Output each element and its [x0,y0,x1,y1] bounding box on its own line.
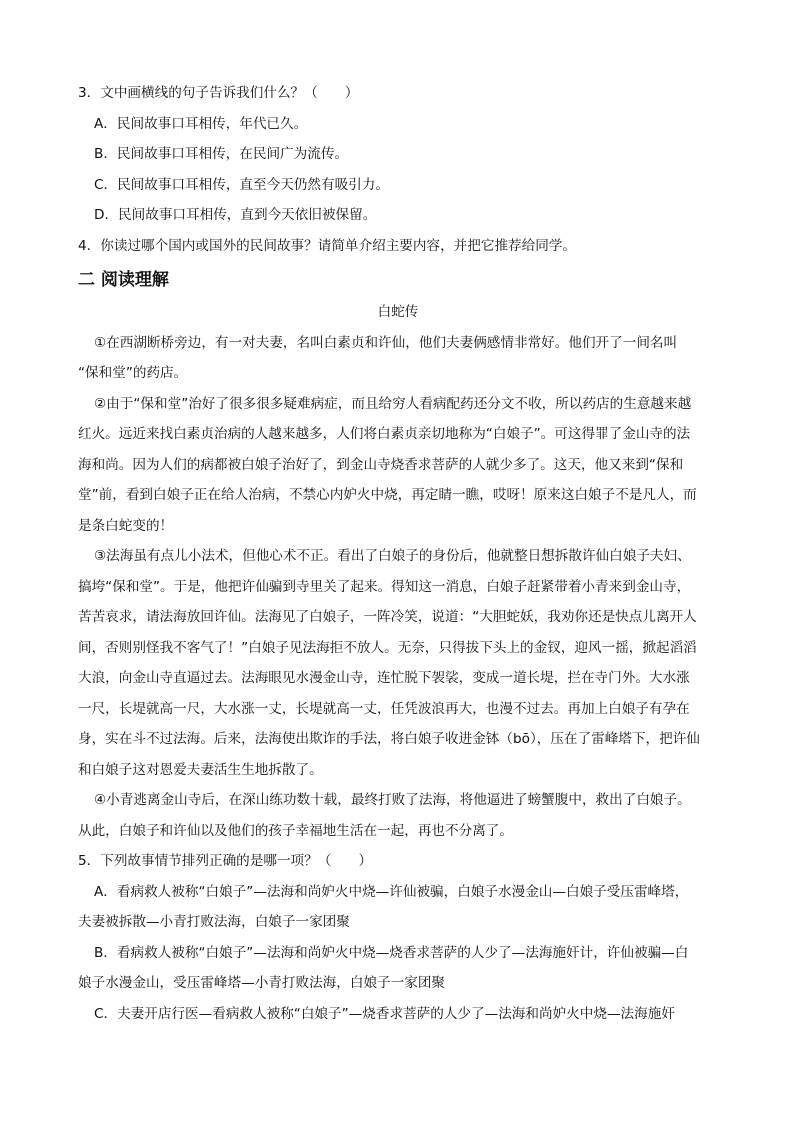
question-4-stem: 4．你读过哪个国内或国外的民间故事？请简单介绍主要内容，并把它推荐给同学。 [78,237,577,254]
paragraph-line: 搞垮“保和堂”。于是，他把许仙骗到寺里关了起来。得知这一消息，白娘子赶紧带着小青来到金山寺， [78,578,691,595]
paragraph-line: ①在西湖断桥旁边，有一对夫妻，名叫白素贞和许仙，他们夫妻俩感情非常好。他们开了一间名叫 [94,334,678,351]
question-5-option-b [78,938,718,999]
question-3-option-c: C．民间故事口耳相传，直至今天仍然有吸引力。 [94,176,389,193]
option-line: B．看病救人被称“白娘子”—法海和尚妒火中烧—烧香求菩萨的人少了—法海施奸计，许仙被骗—白 [94,944,689,961]
paragraph-line: ④小青逃离金山寺后，在深山练功数十载，最终打败了法海，将他逼进了螃蟹腹中，救出了白娘子。 [94,792,691,808]
option-line: 夫妻被拆散—小青打败法海，白娘子一家团聚 [78,914,350,930]
page-content [78,78,718,1029]
paragraph-line: 从此，白娘子和许仙以及他们的孩子幸福地生活在一起，再也不分离了。 [78,822,513,839]
option-line: C．夫妻开店行医—看病救人被称“白娘子”—烧香求菩萨的人少了—法海和尚妒火中烧—法海施奸 [94,1005,675,1022]
paragraph-line: 红火。远近来找白素贞治病的人越来越多，人们将白素贞亲切地称为“白娘子”。可这得罪了金山寺的法 [78,426,691,442]
question-5-stem: 5．下列故事情节排列正确的是哪一项？（ ） [78,853,373,869]
paragraph-line: 间，否则别怪我不客气了！”白娘子见法海拒不放人。无奈，只得拔下头上的金钗，迎风一摇，掀起滔滔 [78,639,697,656]
paragraph-line: 一尺，长堤就高一尺，大水涨一丈，长堤就高一丈，任凭波浪再大，也漫不过去。再加上白娘子有孕在 [78,700,690,717]
story-paragraph-4 [78,785,718,846]
option-line: A．看病救人被称“白娘子”—法海和尚妒火中烧—许仙被骗，白娘子水漫金山—白娘子受压雷峰塔， [94,883,689,900]
paragraph-line: 身，实在斗不过法海。后来，法海使出欺诈的手法，将白娘子收进金钵（bō），压在了雷峰塔下，把许仙 [78,731,700,747]
question-3-option-d: D．民间故事口耳相传，直到今天依旧被保留。 [94,207,377,223]
question-5-option-a [78,877,718,938]
paragraph-line: 海和尚。因为人们的病都被白娘子治好了，到金山寺烧香求菩萨的人就少多了。这天，他又来到“保和 [78,456,684,473]
paragraph-line: 苦苦哀求，请法海放回许仙。法海见了白娘子，一阵冷笑，说道：“大胆蛇妖，我劝你还是快点儿离开人 [78,609,697,625]
paragraph-line: ③法海虽有点儿小法术，但他心术不正。看出了白娘子的身份后，他就整日想拆散许仙白娘子夫妇、 [94,548,691,564]
paragraph-line: 大浪，向金山寺直逼过去。法海眼见水漫金山寺，连忙脱下袈裟，变成一道长堤，拦在寺门外。大水涨 [78,670,690,686]
paragraph-line: 和白娘子这对恩爱夫妻活生生地拆散了。 [78,761,323,778]
option-line: 娘子水漫金山，受压雷峰塔—小青打败法海，白娘子一家团聚 [78,975,446,991]
story-paragraph-3 [78,541,718,785]
paragraph-line: 是条白蛇变的！ [78,517,174,534]
section-heading: 二 阅读理解 [78,270,169,290]
question-3-stem: 3．文中画横线的句子告诉我们什么？（ ） [78,85,359,101]
story-title: 白蛇传 [377,304,419,320]
question-5-option-c [78,999,718,1030]
story-paragraph-2 [78,389,718,542]
question-3-option-b: B．民间故事口耳相传，在民间广为流传。 [94,146,349,162]
story-paragraph-1 [78,328,718,389]
question-3-option-a: A．民间故事口耳相传，年代已久。 [94,115,308,132]
paragraph-line: “保和堂”的药店。 [78,365,188,381]
paragraph-line: ②由于“保和堂”治好了很多很多疑难病症，而且给穷人看病配药还分文不收，所以药店的生意越来越 [94,395,692,412]
paragraph-line: 堂”前，看到白娘子正在给人治病，不禁心内妒火中烧，再定睛一瞧，哎呀！原来这白娘子不是凡人，而 [78,487,697,503]
